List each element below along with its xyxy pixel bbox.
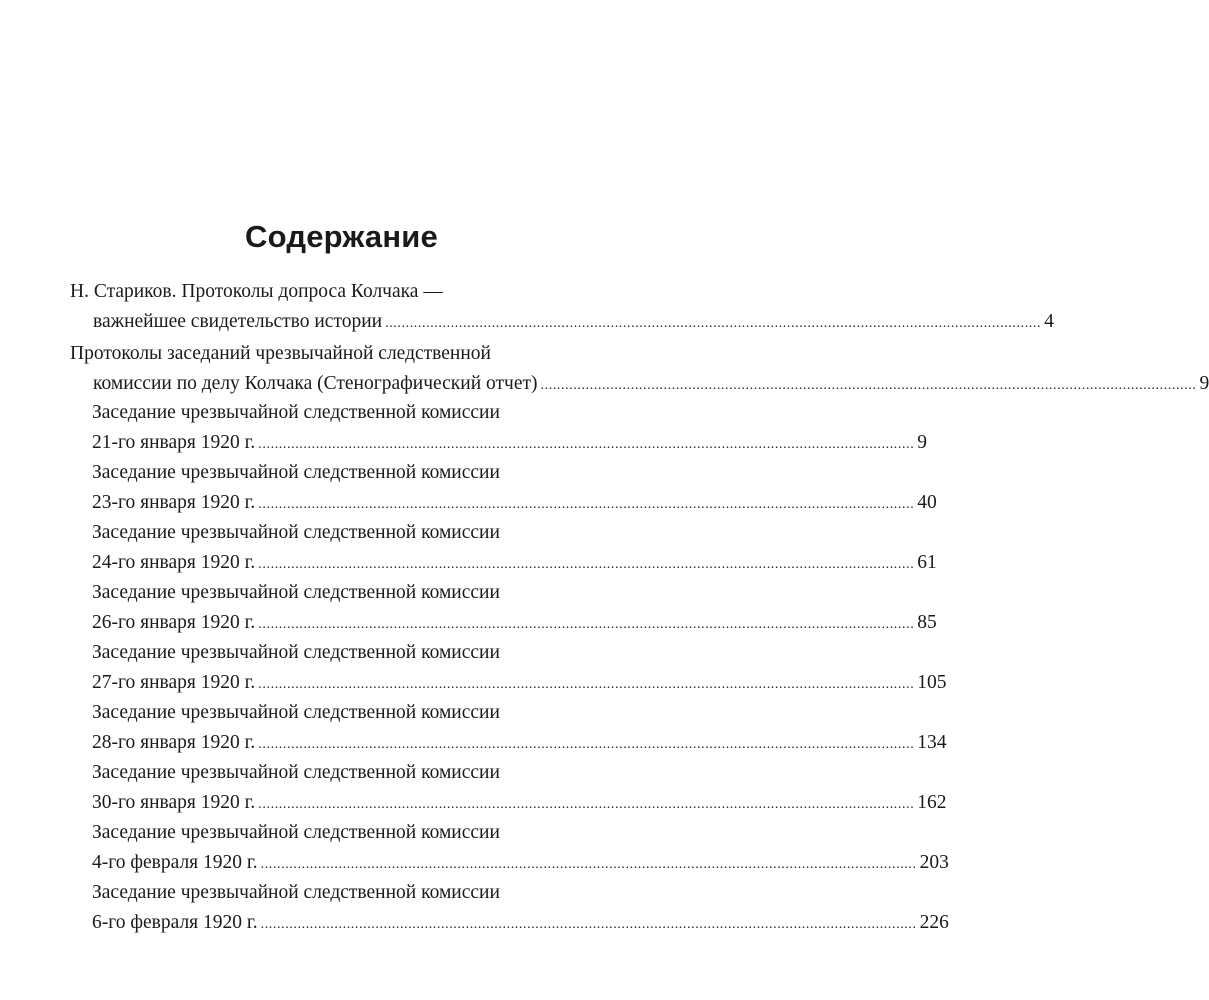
toc-entry-date: 26-го января 1920 г. [92, 612, 256, 633]
toc-entry-title: Заседание чрезвычайной следственной комиссии [92, 702, 500, 723]
toc-entry[interactable] [92, 878, 949, 940]
leader-dots: ................................................................................................................................................................ [258, 737, 915, 752]
leader-dots: ................................................................................................................................................................ [258, 617, 915, 632]
toc-entry[interactable] [92, 578, 937, 640]
leader-dots: ................................................................................................................................................................ [258, 797, 915, 812]
toc-entry-title: Заседание чрезвычайной следственной комиссии [92, 522, 500, 543]
toc-entry[interactable] [92, 458, 937, 520]
leader-dots: ................................................................................................................................................................ [260, 917, 917, 932]
toc-entry-date: 24-го января 1920 г. [92, 552, 256, 573]
toc-entry-date: 27-го января 1920 г. [92, 672, 256, 693]
toc-entry-title: Заседание чрезвычайной следственной комиссии [92, 762, 500, 783]
toc-page-number: 134 [917, 732, 947, 753]
toc-entry-title: Заседание чрезвычайной следственной комиссии [92, 582, 500, 603]
toc-entry-title: Заседание чрезвычайной следственной комиссии [92, 822, 500, 843]
page-title: Содержание [245, 219, 438, 254]
toc-entry-title: Заседание чрезвычайной следственной комиссии [92, 882, 500, 903]
toc-entry-title: Н. Стариков. Протоколы допроса Колчака — [70, 281, 443, 302]
toc-entry[interactable] [70, 339, 1209, 401]
toc-entry-date: 23-го января 1920 г. [92, 492, 256, 513]
toc-page-number: 61 [917, 552, 937, 573]
toc-entry-date: 28-го января 1920 г. [92, 732, 256, 753]
toc-entry-title: Заседание чрезвычайной следственной комиссии [92, 642, 500, 663]
toc-page-number: 203 [919, 852, 949, 873]
toc-page-number: 9 [1199, 373, 1209, 394]
toc-entry[interactable] [92, 638, 947, 700]
toc-page-number: 162 [917, 792, 947, 813]
toc-entry-title-continued: важнейшее свидетельство истории [93, 311, 383, 332]
leader-dots: ................................................................................................................................................................ [540, 378, 1197, 393]
toc-entry[interactable] [92, 818, 949, 880]
leader-dots: ................................................................................................................................................................ [258, 677, 915, 692]
toc-entry-title-continued: комиссии по делу Колчака (Стенографический отчет) [93, 373, 538, 394]
toc-entry[interactable] [92, 758, 947, 820]
toc-entry-title: Заседание чрезвычайной следственной комиссии [92, 402, 500, 423]
toc-entry[interactable] [92, 398, 928, 460]
leader-dots: ................................................................................................................................................................ [260, 857, 917, 872]
toc-page-number: 4 [1044, 311, 1054, 332]
toc-entry-title: Заседание чрезвычайной следственной комиссии [92, 462, 500, 483]
toc-page-number: 105 [917, 672, 947, 693]
toc-entry-date: 4-го февраля 1920 г. [92, 852, 258, 873]
leader-dots: ................................................................................................................................................................ [258, 437, 915, 452]
toc-page-number: 9 [917, 432, 928, 453]
toc-entry-date: 21-го января 1920 г. [92, 432, 256, 453]
toc-page-number: 226 [919, 912, 949, 933]
leader-dots: ................................................................................................................................................................ [385, 316, 1042, 331]
leader-dots: ................................................................................................................................................................ [258, 557, 915, 572]
toc-entry-date: 30-го января 1920 г. [92, 792, 256, 813]
toc-page-number: 40 [917, 492, 937, 513]
toc-entry[interactable] [92, 698, 947, 760]
toc-entry-date: 6-го февраля 1920 г. [92, 912, 258, 933]
toc-entry[interactable] [92, 518, 937, 580]
leader-dots: ................................................................................................................................................................ [258, 497, 915, 512]
toc-entry[interactable] [70, 277, 1054, 339]
toc-entry-title: Протоколы заседаний чрезвычайной следственной [70, 343, 491, 364]
toc-page-number: 85 [917, 612, 937, 633]
